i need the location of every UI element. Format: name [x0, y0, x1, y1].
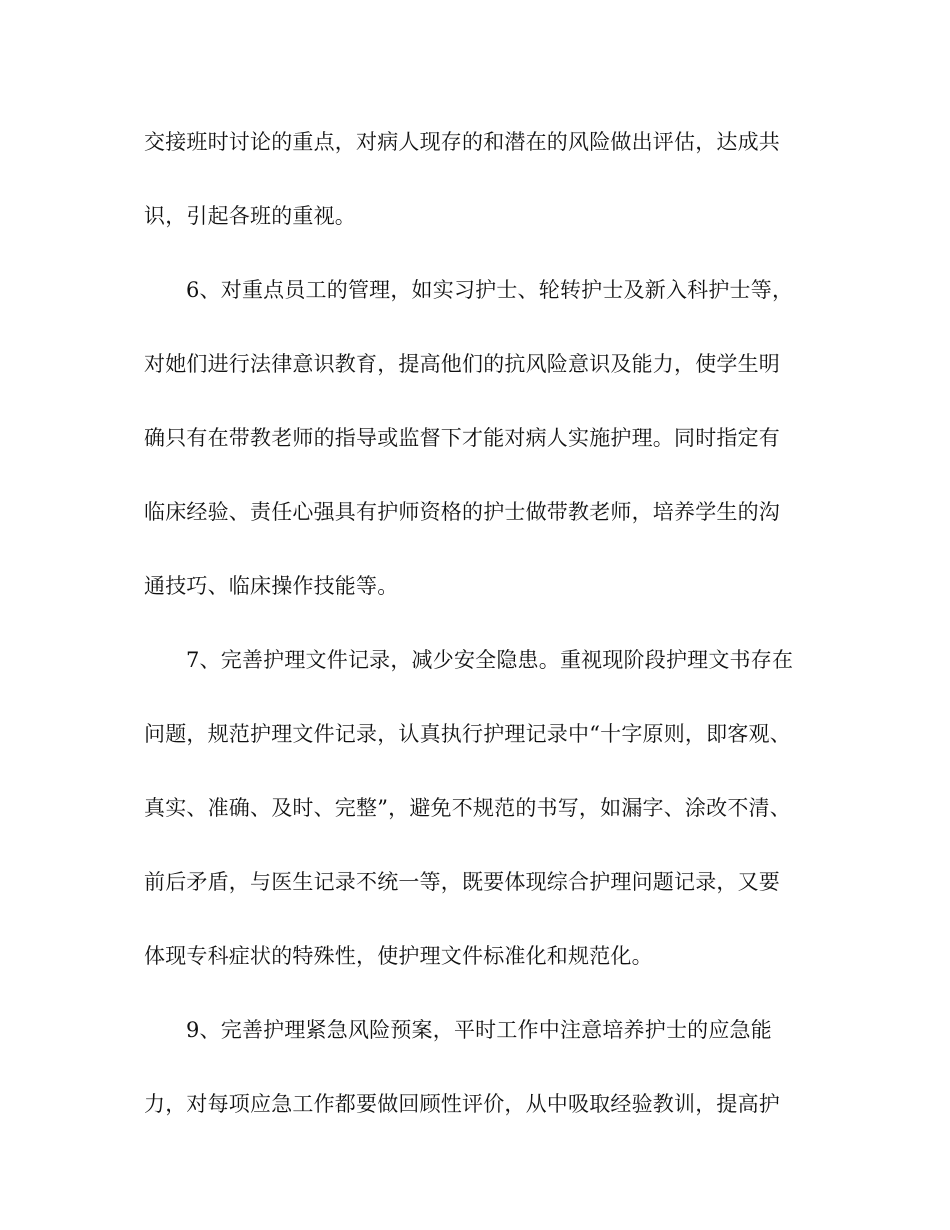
text-line: 临床经验、责任心强具有护师资格的护士做带教老师，培养学生的沟 — [144, 500, 780, 524]
text-line: 问题，规范护理文件记录，认真执行护理记录中“十字原则，即客观、 — [144, 722, 791, 746]
text-line: 力，对每项应急工作都要做回顾性评价，从中吸取经验教训，提高护 — [144, 1092, 780, 1116]
text-line: 确只有在带教老师的指导或监督下才能对病人实施护理。同时指定有 — [144, 426, 780, 450]
text-line: 交接班时讨论的重点，对病人现存的和潜在的风险做出评估，达成共 — [144, 130, 780, 154]
text-line: 体现专科症状的特殊性，使护理文件标准化和规范化。 — [144, 944, 653, 968]
paragraph-start-line: 6、对重点员工的管理，如实习护士、轮转护士及新入科护士等， — [186, 278, 794, 302]
text-line: 识，引起各班的重视。 — [144, 204, 356, 228]
text-line: 通技巧、临床操作技能等。 — [144, 574, 399, 598]
paragraph-start-line: 7、完善护理文件记录，减少安全隐患。重视现阶段护理文书存在 — [186, 648, 794, 672]
text-line: 前后矛盾，与医生记录不统一等，既要体现综合护理问题记录，又要 — [144, 870, 780, 894]
text-line: 对她们进行法律意识教育，提高他们的抗风险意识及能力，使学生明 — [144, 352, 780, 376]
paragraph-start-line: 9、完善护理紧急风险预案，平时工作中注意培养护士的应急能 — [186, 1018, 772, 1042]
text-line: 真实、准确、及时、完整”，避免不规范的书写，如漏字、涂改不清、 — [144, 796, 791, 820]
